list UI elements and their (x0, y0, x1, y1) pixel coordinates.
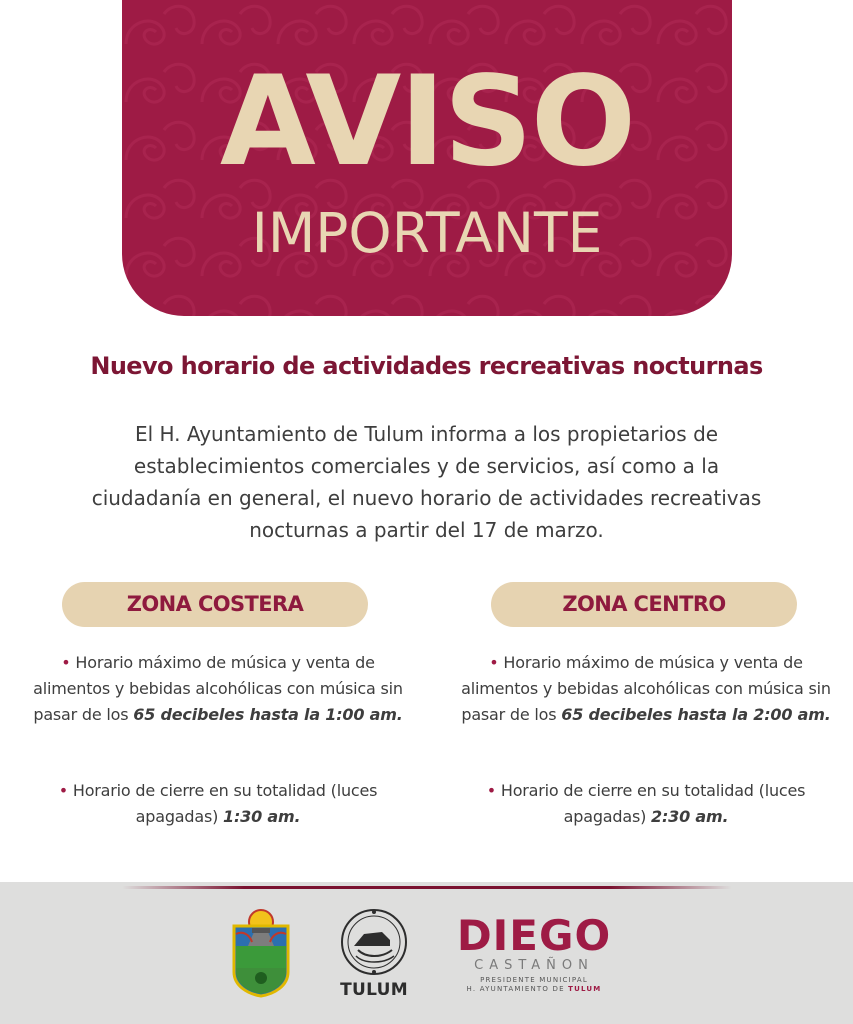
zone-centro-item-1-text: Horario máximo de música y venta de alimentos y bebidas alcohólicas con música sin pasar de los (461, 653, 831, 724)
castanon-wordmark: CASTAÑON (474, 958, 594, 973)
bullet-icon: • (58, 781, 68, 800)
zone-centro-title: ZONA CENTRO (491, 582, 797, 627)
zone-costera-item-1 (22, 650, 414, 728)
zone-centro-item-2-text: Horario de cierre en su totalidad (luces apagadas) (500, 781, 806, 826)
zone-costera-item-2 (22, 778, 414, 830)
ayuntamiento-prefix: H. AYUNTAMIENTO DE (466, 985, 569, 993)
footer-divider (122, 886, 732, 889)
zone-costera-title: ZONA COSTERA (62, 582, 368, 627)
zone-centro-item-1-bold: 65 decibeles hasta la 2:00 am. (561, 705, 831, 724)
zone-centro-item-1 (450, 650, 842, 728)
bullet-icon: • (486, 781, 496, 800)
role-label: PRESIDENTE MUNICIPAL (480, 976, 588, 984)
banner-title: AVISO (219, 50, 635, 194)
municipal-shield-icon (230, 906, 292, 998)
banner-subtitle: IMPORTANTE (251, 201, 603, 265)
intro-paragraph: El H. Ayuntamiento de Tulum informa a los propietarios de establecimientos comerciales y de servicios, así como a la ciudadanía en general, el nuevo horario de actividades recreativas nocturnas a partir del 17 de marzo. (91, 422, 762, 542)
aviso-banner (122, 0, 732, 316)
zone-costera-item-2-bold: 1:30 am. (223, 807, 301, 826)
zone-costera-item-2-text: Horario de cierre en su totalidad (luces apagadas) (72, 781, 378, 826)
ayuntamiento-label (446, 985, 622, 994)
bullet-icon: • (489, 653, 499, 672)
zone-centro-item-2 (450, 778, 842, 830)
ayuntamiento-city: TULUM (568, 985, 602, 993)
bullet-icon: • (61, 653, 71, 672)
footer (0, 882, 853, 1024)
zone-costera-item-1-text: Horario máximo de música y venta de alimentos y bebidas alcohólicas con música sin pasar de los (33, 653, 403, 724)
tulum-wordmark: TULUM (340, 980, 408, 1000)
diego-wordmark: DIEGO (456, 911, 612, 960)
headline: Nuevo horario de actividades recreativas nocturnas (90, 352, 763, 380)
zone-centro-item-2-bold: 2:30 am. (651, 807, 729, 826)
zone-costera-item-1-bold: 65 decibeles hasta la 1:00 am. (133, 705, 403, 724)
